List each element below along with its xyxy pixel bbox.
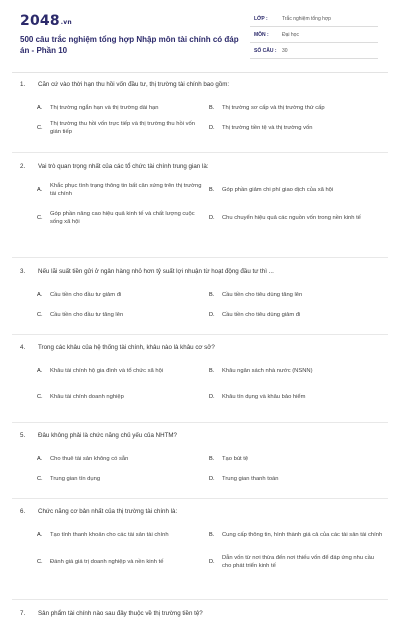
option-d[interactable] [209,387,384,407]
options [0,180,400,236]
option-a[interactable] [37,98,205,118]
question-text: Trong các khâu của hệ thống tài chính, khâu nào là khâu cơ sở? [38,344,215,351]
question-stem [0,162,400,180]
options [0,361,400,407]
option-letter: D. [209,394,215,400]
options [0,285,400,325]
option-letter: C. [37,559,43,565]
option-text: Cung cấp thông tin, hình thành giá cả của các tài sản tài chính [222,531,383,538]
question-text: Chức năng cơ bản nhất của thị trường tài chính là: [38,508,178,515]
options-row [0,118,400,138]
question-divider [12,422,388,423]
options-row [0,469,400,489]
option-c[interactable] [37,118,205,138]
option-text: Khâu tài chính doanh nghiệp [50,393,124,400]
question-number: 4. [20,344,26,351]
option-text: Thị trường tiền tệ và thị trường vốn [222,124,313,131]
option-a[interactable] [37,449,205,469]
options-row [0,387,400,407]
option-text: Cầu tiền cho tiêu dùng tăng lên [222,291,303,298]
option-letter: A. [37,187,43,193]
option-text: Trung gian thanh toán [222,475,279,482]
option-text: Cầu tiền cho tiêu dùng giảm đi [222,311,301,318]
option-text: Khắc phục tình trạng thông tin bất cân xứng trên thị trường tài chính [50,182,202,197]
option-d[interactable] [209,469,384,489]
option-a[interactable] [37,361,205,381]
option-a[interactable] [37,180,205,200]
options-row [0,449,400,469]
option-letter: C. [37,125,43,131]
meta-row-class [250,13,378,27]
option-letter: A. [37,368,43,374]
option-text: Thị trường sơ cấp và thị trường thứ cấp [222,104,325,111]
option-b[interactable] [209,285,384,305]
option-text: Góp phần giảm chi phí giao dịch của xã hội [222,186,334,193]
option-text: Thị trường thu hồi vốn trực tiếp và thị trường thu hồi vốn gián tiếp [50,120,195,135]
question-stem [0,80,400,98]
logo-main: 2048 [20,13,60,29]
question-text: Vai trò quan trọng nhất của các tổ chức tài chính trung gian là: [38,163,209,170]
question-number: 1. [20,81,26,88]
option-text: Đánh giá giá trị doanh nghiệp và nền kinh tế [50,558,164,565]
question-stem [0,267,400,285]
option-letter: B. [209,105,215,111]
options-row [0,285,400,305]
option-text: Cầu tiền cho đầu tư giảm đi [50,291,122,298]
meta-label: MÔN : [254,32,269,38]
option-b[interactable] [209,449,384,469]
option-text: Góp phần nâng cao hiệu quả kinh tế và chất lượng cuộc sống xã hội [50,210,195,225]
meta-value: 30 [282,48,288,54]
option-d[interactable] [209,118,384,138]
meta-label: LỚP : [254,16,268,22]
option-letter: B. [209,532,215,538]
options-row [0,525,400,552]
option-c[interactable] [37,208,205,228]
option-text: Tạo bút tệ [222,455,249,462]
options-row [0,361,400,387]
option-d[interactable] [209,208,384,228]
question-divider [12,334,388,335]
meta-value: Trắc nghiệm tổng hợp [282,16,331,22]
question-stem [0,609,400,627]
option-letter: B. [209,368,215,374]
question-divider [12,257,388,258]
option-text: Dẫn vốn từ nơi thừa đến nơi thiếu vốn để đáp ứng nhu cầu cho phát triển kinh tế [222,554,375,569]
option-letter: A. [37,456,43,462]
question-number: 5. [20,432,26,439]
option-letter: B. [209,456,215,462]
options [0,525,400,579]
options-row [0,180,400,208]
option-text: Tạo tính thanh khoản cho các tài sản tài chính [50,531,169,538]
option-letter: D. [209,476,215,482]
meta-label: SỐ CÂU : [254,48,277,54]
question-item [0,609,400,633]
question-item [0,431,400,500]
meta-row-subject [250,29,378,43]
question-list [0,80,400,633]
question-item [0,343,400,424]
option-letter: D. [209,215,215,221]
option-letter: D. [209,125,215,131]
option-c[interactable] [37,305,205,325]
option-letter: C. [37,394,43,400]
option-b[interactable] [209,98,384,118]
logo-domain: .vn [60,19,72,26]
options [0,449,400,489]
question-text: Sản phẩm tài chính nào sau đây thuộc về thị trường tiền tệ? [38,610,203,617]
option-c[interactable] [37,387,205,407]
question-number: 6. [20,508,26,515]
question-stem [0,343,400,361]
option-letter: B. [209,187,215,193]
header-divider [12,72,388,73]
question-text: Nếu lãi suất tiền gửi ở ngân hàng nhỏ hơn tỷ suất lợi nhuận từ hoạt động đầu tư thì ... [38,268,274,275]
question-item [0,507,400,602]
option-text: Khâu tín dụng và khâu bảo hiểm [222,393,306,400]
option-letter: D. [209,312,215,318]
option-text: Khâu ngân sách nhà nước (NSNN) [222,367,313,374]
question-text: Đâu không phải là chức năng chủ yếu của NHTM? [38,432,177,439]
option-b[interactable] [209,361,384,381]
option-letter: A. [37,292,43,298]
question-item [0,80,400,155]
option-letter: A. [37,105,43,111]
option-text: Chu chuyển hiệu quả các nguồn vốn trong nền kinh tế [222,214,361,221]
option-letter: C. [37,215,43,221]
option-text: Trung gian tín dụng [50,475,101,482]
question-item [0,267,400,336]
question-divider [12,599,388,600]
option-b[interactable] [209,180,384,200]
question-text: Căn cứ vào thời hạn thu hồi vốn đầu tư, thị trường tài chính bao gồm: [38,81,230,88]
option-text: Thị trường ngắn hạn và thị trường dài hạn [50,104,159,111]
option-text: Cầu tiền cho đầu tư tăng lên [50,311,124,318]
document-title: 500 câu trắc nghiệm tổng hợp Nhập môn tài chính có đáp án - Phần 10 [20,35,239,55]
question-divider [12,152,388,153]
question-divider [12,498,388,499]
option-c[interactable] [37,469,205,489]
options-row [0,98,400,118]
question-item [0,162,400,261]
question-stem [0,507,400,525]
option-text: Cho thuê tài sản không có sẵn [50,455,129,462]
site-logo[interactable] [20,13,72,29]
option-text: Khâu tài chính hộ gia đình và tổ chức xã hội [50,367,164,374]
option-letter: A. [37,532,43,538]
option-letter: C. [37,312,43,318]
options-row [0,305,400,325]
option-letter: D. [209,559,215,565]
question-number: 7. [20,610,26,617]
option-d[interactable] [209,552,384,572]
meta-info-box [250,13,378,61]
options-row [0,552,400,579]
option-b[interactable] [209,525,384,545]
option-a[interactable] [37,285,205,305]
question-number: 3. [20,268,26,275]
option-a[interactable] [37,525,205,545]
option-letter: C. [37,476,43,482]
question-stem [0,431,400,449]
option-letter: B. [209,292,215,298]
question-number: 2. [20,163,26,170]
options [0,98,400,138]
meta-value: Đại học [282,32,299,38]
options-row [0,208,400,236]
option-d[interactable] [209,305,384,325]
option-c[interactable] [37,552,205,572]
meta-row-question-count [250,45,378,59]
document-header [0,0,400,72]
